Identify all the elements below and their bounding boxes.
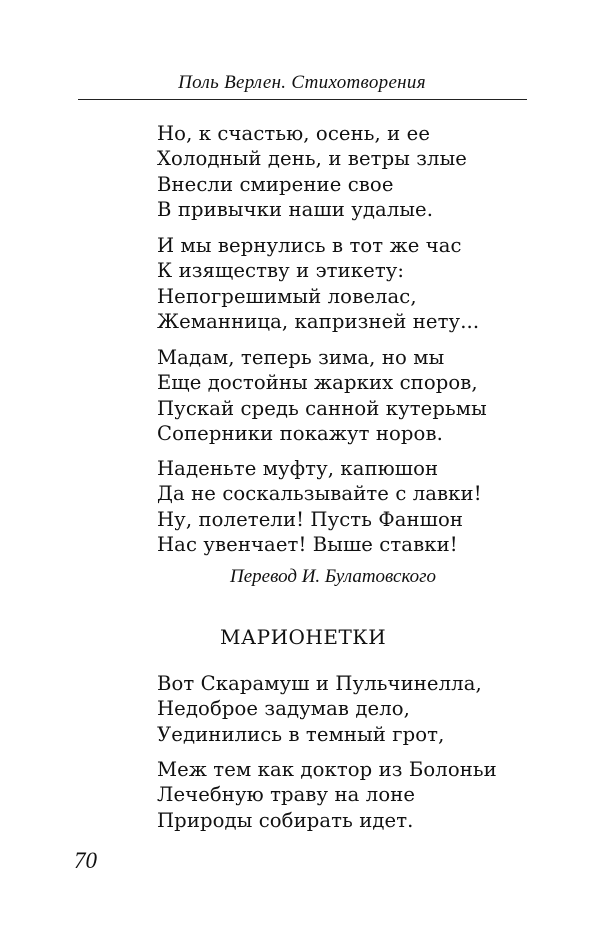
verse-line: Но, к счастью, осень, и ее	[157, 122, 431, 145]
verse-line: И мы вернулись в тот же час	[157, 234, 462, 257]
stanza-3	[157, 345, 487, 446]
verse-line: Нас увенчает! Выше ставки!	[157, 532, 458, 556]
verse-line: Пускай средь санной кутерьмы	[157, 396, 487, 420]
verse-line: Непогрешимый ловелас,	[157, 284, 417, 308]
verse-line: Природы собирать идет.	[157, 808, 414, 832]
stanza-2	[157, 233, 479, 334]
verse-line: Да не соскальзывайте с лавки!	[157, 482, 482, 506]
verse-line: Жеманница, капризней нету...	[157, 309, 480, 333]
stanza-4	[157, 456, 482, 557]
running-head: Поль Верлен. Стихотворения	[178, 72, 426, 93]
verse-line: Соперники покажут норов.	[157, 421, 443, 445]
stanza-5	[157, 671, 482, 747]
verse-line: Еще достойны жарких споров,	[157, 371, 478, 395]
poem-title: МАРИОНЕТКИ	[220, 625, 387, 649]
translator-credit: Перевод И. Булатовского	[230, 566, 437, 587]
header-rule	[78, 99, 527, 100]
verse-line: Ну, полетели! Пусть Фаншон	[157, 507, 464, 531]
page-number: 70	[74, 848, 97, 873]
verse-line: Мадам, теперь зима, но мы	[157, 346, 445, 369]
verse-line: В привычки наши удалые.	[157, 197, 434, 221]
verse-line: Недоброе задумав дело,	[157, 697, 410, 721]
stanza-1	[157, 121, 467, 222]
verse-line: К изяществу и этикету:	[157, 259, 405, 283]
verse-line: Вот Скарамуш и Пульчинелла,	[157, 672, 482, 695]
verse-line: Лечебную траву на лоне	[157, 783, 416, 807]
verse-line: Меж тем как доктор из Болоньи	[157, 758, 497, 781]
verse-line: Внесли смирение свое	[157, 172, 394, 196]
stanza-6	[157, 757, 497, 833]
verse-line: Уединились в темный грот,	[157, 722, 445, 746]
verse-line: Холодный день, и ветры злые	[157, 147, 467, 171]
verse-line: Наденьте муфту, капюшон	[157, 457, 439, 480]
